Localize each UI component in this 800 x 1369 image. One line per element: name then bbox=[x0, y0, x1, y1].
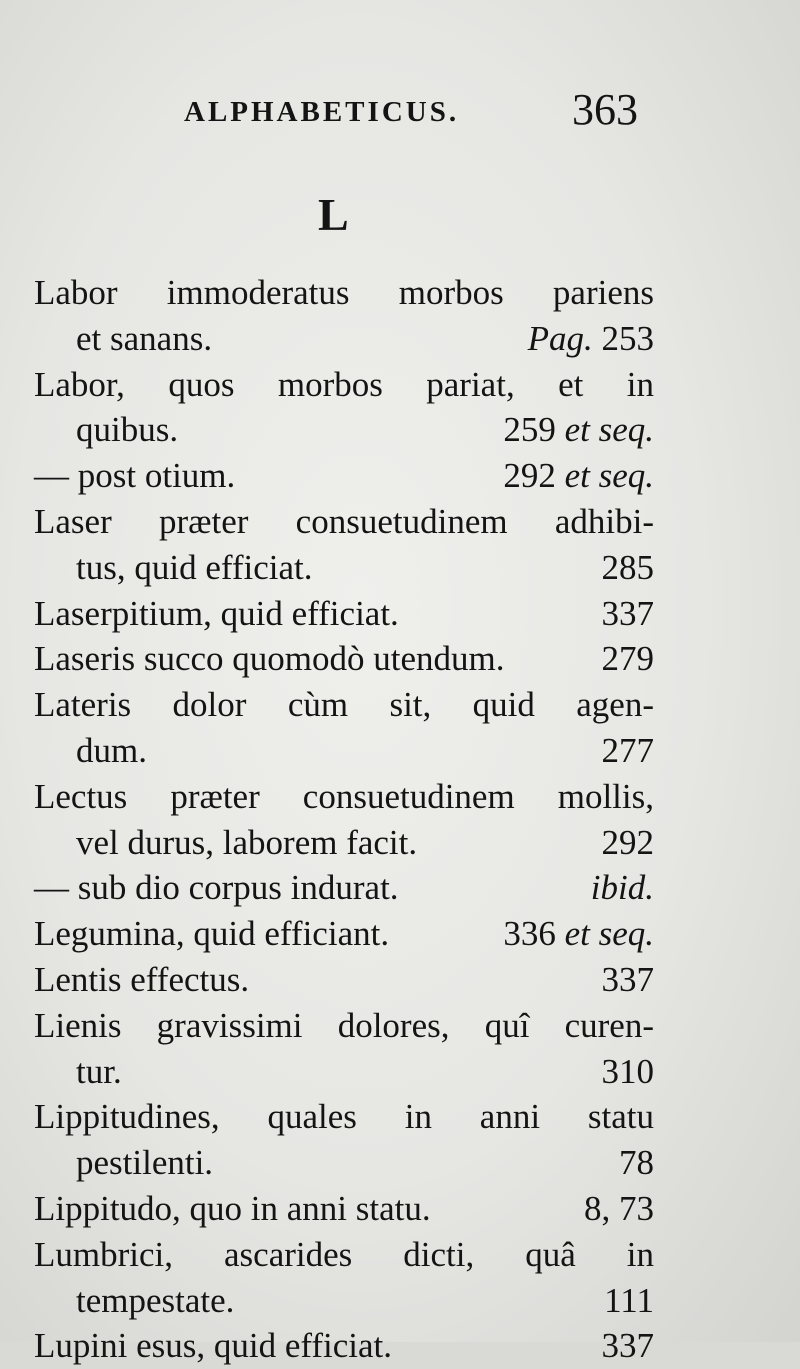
index-entry-text: Lupini esus, quid efficiat. bbox=[34, 1326, 393, 1366]
index-entry-text: tus, quid efficiat. bbox=[76, 547, 313, 587]
index-line bbox=[34, 1003, 654, 1049]
index-line bbox=[34, 728, 654, 774]
index-entry-text: Lienis gravissimi dolores, quî curen- bbox=[34, 1005, 654, 1045]
index-line bbox=[34, 499, 654, 545]
index-entry-text: Lippitudo, quo in anni statu. bbox=[34, 1188, 431, 1228]
page-locator: 111 bbox=[604, 1280, 654, 1320]
index-line bbox=[34, 453, 654, 499]
index-entry-text: — post otium. bbox=[34, 456, 236, 496]
index-line bbox=[34, 591, 654, 637]
index-line bbox=[34, 1278, 654, 1324]
index-line bbox=[34, 1140, 654, 1186]
index-entry-text: Lectus præter consuetudinem mollis, bbox=[34, 776, 654, 816]
index-entry-text: Lippitudines, quales in anni statu bbox=[34, 1097, 654, 1137]
index-entry-text: Legumina, quid efficiant. bbox=[34, 914, 390, 954]
page-locator: 337 bbox=[601, 1326, 654, 1366]
page-locator: 292 bbox=[601, 822, 654, 862]
index-entry-text: tempestate. bbox=[76, 1280, 235, 1320]
index-line bbox=[34, 636, 654, 682]
index-line bbox=[34, 774, 654, 820]
index-entry-text: pestilenti. bbox=[76, 1143, 214, 1183]
index-list bbox=[34, 270, 654, 1369]
index-line bbox=[34, 316, 654, 362]
page-locator: 259 et seq. bbox=[503, 410, 654, 450]
index-entry-text: Lumbrici, ascarides dicti, quâ in bbox=[34, 1234, 654, 1274]
index-line bbox=[34, 682, 654, 728]
index-entry-text: Labor immoderatus morbos pariens bbox=[34, 273, 654, 312]
index-line bbox=[34, 270, 654, 316]
running-head: ALPHABETICUS. bbox=[184, 96, 460, 128]
page-locator: 285 bbox=[601, 547, 654, 587]
index-entry-text: tur. bbox=[76, 1051, 122, 1091]
index-entry-text: vel durus, laborem facit. bbox=[76, 822, 418, 862]
page-locator: 336 et seq. bbox=[503, 914, 654, 954]
index-entry-text: dum. bbox=[76, 730, 147, 770]
index-entry-text: Laserpitium, quid efficiat. bbox=[34, 593, 399, 633]
page-locator: 337 bbox=[601, 959, 654, 999]
index-entry-text: Labor, quos morbos pariat, et in bbox=[34, 364, 654, 404]
page-locator: 310 bbox=[601, 1051, 654, 1091]
page-locator: Pag. 253 bbox=[527, 318, 654, 358]
index-line bbox=[34, 1323, 654, 1369]
index-line bbox=[34, 865, 654, 911]
index-entry-text: quibus. bbox=[76, 410, 179, 450]
index-line bbox=[34, 820, 654, 866]
index-line bbox=[34, 1186, 654, 1232]
page-number: 363 bbox=[572, 85, 638, 134]
index-line bbox=[34, 1232, 654, 1278]
page-locator: 292 et seq. bbox=[503, 456, 654, 496]
index-entry-text: Lateris dolor cùm sit, quid agen- bbox=[34, 685, 654, 725]
page-locator: 78 bbox=[619, 1143, 654, 1183]
index-line bbox=[34, 545, 654, 591]
index-line bbox=[34, 911, 654, 957]
index-entry-text: Laser præter consuetudinem adhibi- bbox=[34, 501, 654, 541]
index-line bbox=[34, 957, 654, 1003]
index-line bbox=[34, 1094, 654, 1140]
page-locator: ibid. bbox=[590, 868, 654, 908]
index-line bbox=[34, 362, 654, 408]
index-line bbox=[34, 1049, 654, 1095]
page-locator: 337 bbox=[601, 593, 654, 633]
page-locator: 279 bbox=[601, 639, 654, 679]
index-line bbox=[34, 407, 654, 453]
index-entry-text: Laseris succo quomodò utendum. bbox=[34, 639, 505, 679]
index-entry-text: et sanans. bbox=[76, 318, 213, 358]
index-entry-text: Lentis effectus. bbox=[34, 959, 250, 999]
page-locator: 8, 73 bbox=[584, 1188, 654, 1228]
index-entry-text: — sub dio corpus indurat. bbox=[34, 868, 399, 908]
section-letter: L bbox=[318, 189, 349, 240]
page-locator: 277 bbox=[601, 730, 654, 770]
